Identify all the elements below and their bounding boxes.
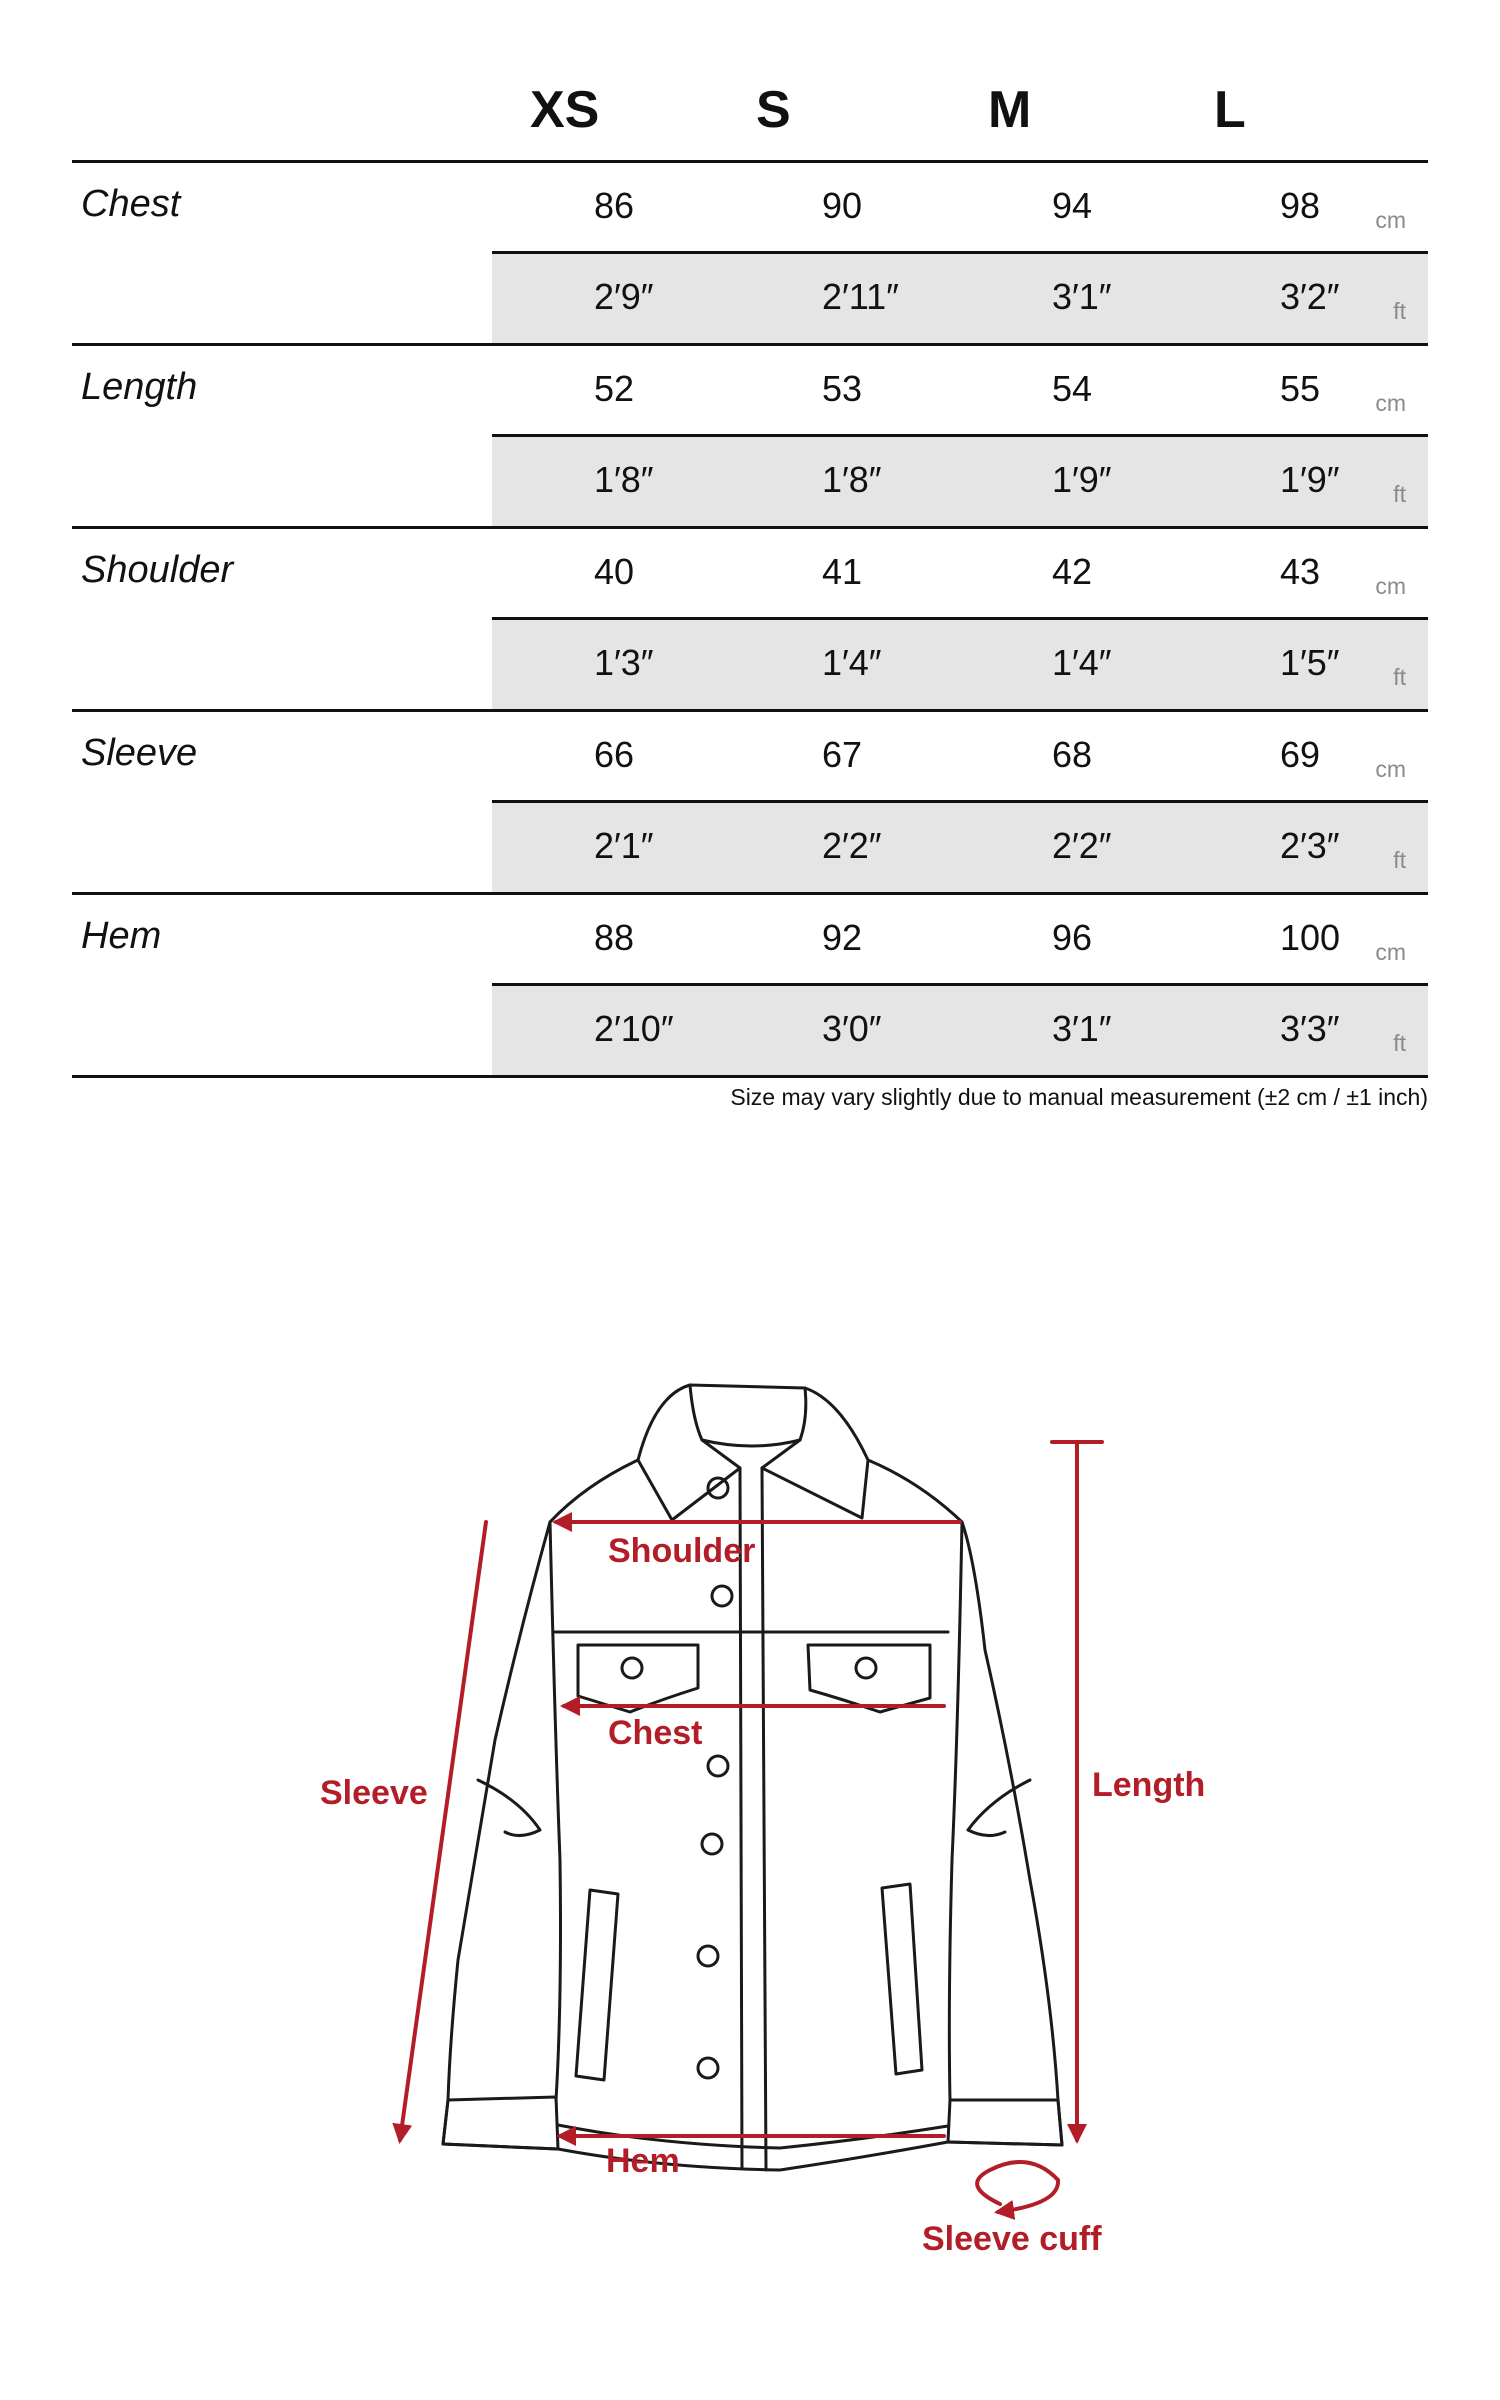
button [702,1834,722,1854]
measure-label: Hem [81,915,162,957]
measurement-note: Size may vary slightly due to manual measurement (±2 cm / ±1 inch) [730,1084,1428,1110]
left-sleeve-inner-seam [550,1522,561,2100]
label-shoulder: Shoulder [608,1532,756,1570]
cm-row [492,346,1428,437]
button [856,1658,876,1678]
label-sleeve-cuff: Sleeve cuff [922,2220,1102,2258]
unit-cm: cm [1375,207,1406,233]
measure-group-sleeve [72,712,1428,895]
cm-row [492,163,1428,254]
value-cell: 86 [594,185,635,226]
left-cuff [443,2097,558,2149]
size-table [72,60,1428,1078]
ft-row [492,620,1428,709]
value-cell: 100 [1280,917,1341,958]
value-cell: 41 [822,551,863,592]
measure-label: Chest [81,183,181,225]
label-length: Length [1092,1766,1206,1804]
value-cell: 1′8″ [822,459,882,500]
value-cell: 43 [1280,551,1321,592]
value-cell: 96 [1052,917,1093,958]
ft-row [492,437,1428,526]
unit-ft: ft [1393,1030,1406,1056]
value-cell: 2′1″ [594,825,654,866]
left-chest-pocket [578,1645,698,1712]
measure-group-hem [72,895,1428,1078]
unit-ft: ft [1393,481,1406,507]
label-chest: Chest [608,1714,703,1752]
value-cell: 3′1″ [1052,276,1112,317]
ft-row [492,803,1428,892]
value-cell: 1′4″ [822,642,882,683]
button [708,1478,728,1498]
unit-ft: ft [1393,298,1406,324]
value-cell: 52 [594,368,635,409]
jacket-measurement-diagram [0,1300,1500,2300]
measure-group-shoulder [72,529,1428,712]
size-header-l: L [1214,81,1246,139]
measure-group-length [72,346,1428,529]
jacket-illustration [0,1300,1500,2300]
value-cell: 69 [1280,734,1321,775]
value-cell: 94 [1052,185,1093,226]
value-cell: 2′3″ [1280,825,1340,866]
sleeve-measure-line [400,1522,486,2140]
label-hem: Hem [606,2142,680,2180]
value-cell: 2′9″ [594,276,654,317]
measure-label: Length [81,366,198,408]
value-cell: 98 [1280,185,1321,226]
placket-right [762,1468,766,2170]
value-cell: 3′2″ [1280,276,1340,317]
measure-label: Shoulder [81,549,234,591]
value-cell: 54 [1052,368,1093,409]
unit-cm: cm [1375,573,1406,599]
value-cell: 3′0″ [822,1008,882,1049]
collar-outline [638,1385,868,1460]
value-cell: 92 [822,917,863,958]
value-cell: 1′9″ [1052,459,1112,500]
value-cell: 53 [822,368,863,409]
size-header-s: S [756,81,791,139]
value-cell: 1′4″ [1052,642,1112,683]
button [708,1756,728,1776]
unit-ft: ft [1393,847,1406,873]
value-cell: 2′11″ [822,276,899,317]
measure-label: Sleeve [81,732,198,774]
button [698,1946,718,1966]
value-cell: 1′5″ [1280,642,1340,683]
button [712,1586,732,1606]
unit-ft: ft [1393,664,1406,690]
value-cell: 88 [594,917,635,958]
button [698,2058,718,2078]
unit-cm: cm [1375,390,1406,416]
value-cell: 2′2″ [822,825,882,866]
value-cell: 68 [1052,734,1093,775]
label-sleeve: Sleeve [320,1774,428,1812]
left-hand-pocket [576,1890,618,2080]
collar-band [690,1385,806,1446]
right-hand-pocket [882,1884,922,2074]
right-sleeve-inner-seam [949,1522,962,2100]
size-header-xs: XS [530,81,600,139]
value-cell: 55 [1280,368,1321,409]
value-cell: 3′1″ [1052,1008,1112,1049]
value-cell: 3′3″ [1280,1008,1340,1049]
value-cell: 1′8″ [594,459,654,500]
value-cell: 2′10″ [594,1008,674,1049]
measure-group-chest [72,163,1428,346]
ft-row [492,986,1428,1075]
sleeve-cuff-loop [977,2162,1058,2212]
button [622,1658,642,1678]
cm-row [492,895,1428,986]
value-cell: 2′2″ [1052,825,1112,866]
value-cell: 40 [594,551,635,592]
cm-row [492,712,1428,803]
size-header-row [72,60,1428,163]
value-cell: 1′9″ [1280,459,1340,500]
value-cell: 42 [1052,551,1093,592]
value-cell: 90 [822,185,863,226]
unit-cm: cm [1375,939,1406,965]
value-cell: 1′3″ [594,642,654,683]
placket-left [740,1468,742,2168]
cm-row [492,529,1428,620]
right-cuff [948,2100,1062,2145]
value-cell: 66 [594,734,635,775]
collar-right-flap [762,1440,868,1518]
size-header-m: M [988,81,1032,139]
value-cell: 67 [822,734,863,775]
unit-cm: cm [1375,756,1406,782]
ft-row [492,254,1428,343]
